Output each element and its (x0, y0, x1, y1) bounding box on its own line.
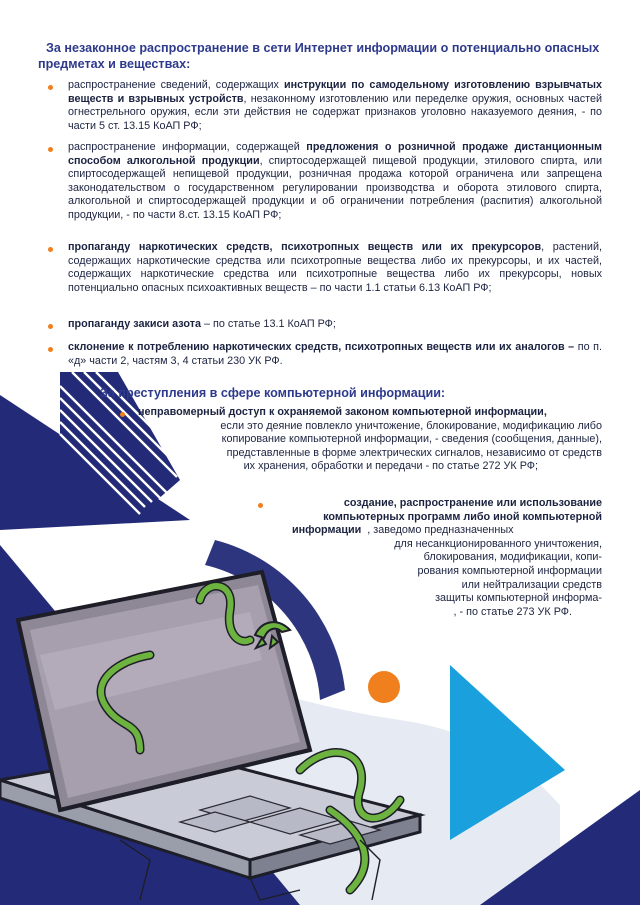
section2-heading: За преступления в сфере компьютерной информации: (100, 386, 446, 400)
item-line: защиты компьютерной информа- (435, 592, 602, 605)
item-bold-text: склонение к потреблению наркотических средств, психотропных веществ или их аналогов – (68, 341, 575, 353)
item-text: по п. «д» части 2, частям 3, 4 статьи 230 УК РФ. (68, 341, 602, 367)
item-bold-text: предложения о розничной продаже дистанционным способом алкогольной продукции (68, 141, 603, 167)
item-bold-text: информации (292, 524, 362, 537)
item-text: – по статье 13.1 КоАП РФ; (201, 318, 336, 330)
section2-item-1 (138, 406, 602, 474)
bullet (48, 85, 53, 90)
section1-item-1 (68, 79, 602, 133)
section1-item-4 (68, 318, 602, 332)
item-line: рования компьютерной информации (417, 564, 602, 577)
item-line: копирование компьютерной информации, - сведения (сообщения, данные), (221, 433, 602, 446)
item-bold-text: неправомерный доступ к охраняемой законом компьютерной информации, (138, 406, 547, 418)
bullet (48, 347, 53, 352)
item-bold-text: создание, распространение или использование (343, 497, 602, 509)
bullet (48, 247, 53, 252)
section1-item-5 (68, 341, 602, 368)
bullet (48, 147, 53, 152)
item-bold-text: компьютерных программ либо иной компьютерной (323, 510, 602, 523)
item-bold-text: инструкции по самодельному изготовлению взрывчатых веществ и взрывных устройств (68, 79, 602, 105)
item-line: или нейтрализации средств (461, 578, 602, 591)
section1-heading: За незаконное распространение в сети Интернет информации о потенциально опасных предметах и веществах: (38, 41, 600, 71)
item-text: распространение информации, содержащей (68, 141, 307, 153)
item-bold-text: пропаганду закиси азота (68, 318, 202, 330)
item-line: представленные в форме электрических сигналов, независимо от средств (226, 446, 602, 459)
item-line: для несанкционированного уничтожения, (394, 537, 602, 550)
item-line: блокирования, модификации, копи- (423, 551, 602, 564)
item-bold-text: пропаганду наркотических средств, психотропных веществ или их прекурсоров (68, 241, 542, 253)
section1-item-3 (68, 241, 602, 295)
section2-item-2 (270, 497, 602, 619)
item-text: , растений, содержащих наркотические средства или психотропные вещества либо их прекурсоры, и их частей, содержащих наркотические средства или психотропные вещества либо их прекурсоры, новых потенциально опасных психоактивных веществ – по части 1.1 статьи 6.13 КоАП РФ; (68, 241, 602, 294)
item-text: , спиртосодержащей пищевой продукции, этилового спирта, или спиртосодержащей непищевой продукции, розничная продажа которой ограничена или запрещена законодательством о государственном регулировании производства и оборота этилового спирта, алкогольной и спиртосодержащей продукции и об ограничении потребления (распития) алкогольной продукции, - по части 8.ст. 13.15 КоАП РФ; (68, 154, 603, 221)
item-line: если это деяние повлекло уничтожение, блокирование, модификацию либо (220, 419, 602, 432)
item-text: , незаконному изготовлению или переделке оружия, основных частей огнестрельного оружия, если эти действия не содержат признаков уголовно наказуемого деяния, - по части 5 ст. 13.15 КоАП РФ; (68, 92, 602, 132)
bullet (120, 412, 125, 417)
section1-item-2 (68, 141, 602, 223)
item-line: , - по статье 273 УК РФ. (453, 605, 572, 618)
bullet (258, 503, 263, 508)
item-line: их хранения, обработки и передачи - по статье 272 УК РФ; (243, 460, 538, 473)
item-text: распространение сведений, содержащих (68, 79, 284, 91)
bullet (48, 324, 53, 329)
item-text: , заведомо предназначенных (367, 524, 514, 537)
